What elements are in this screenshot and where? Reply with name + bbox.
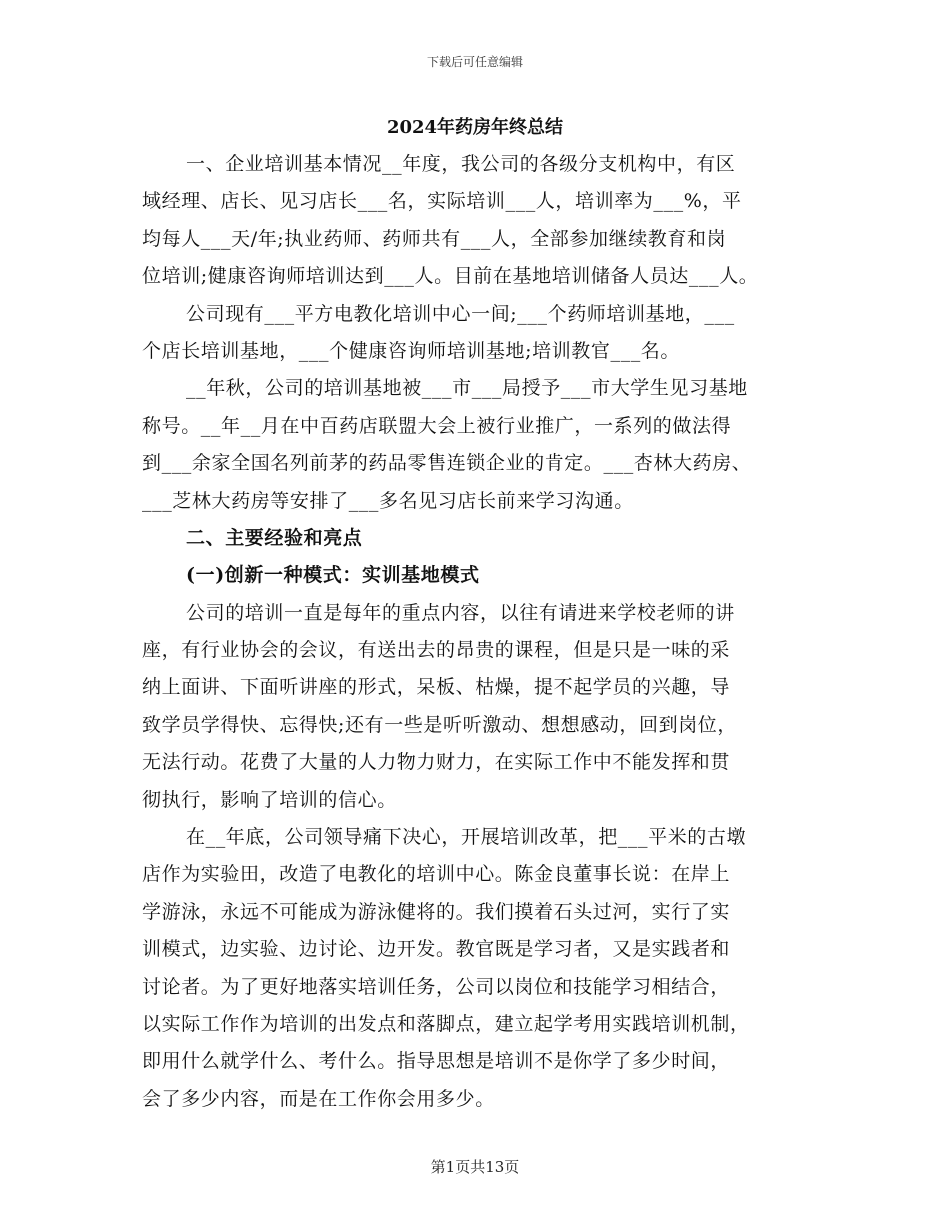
paragraph-line: 到___余家全国名列前茅的药品零售连锁企业的肯定。___杏林大药房、 — [142, 452, 752, 475]
paragraph-line: 座，有行业协会的会议，有送出去的昂贵的课程，但是只是一味的采 — [142, 639, 731, 662]
paragraph-line: 店作为实验田，改造了电教化的培训中心。陈金良董事长说：在岸上 — [142, 863, 731, 886]
paragraph-line: 会了多少内容，而是在工作你会用多少。 — [142, 1087, 495, 1110]
paragraph-line: 个店长培训基地，___个健康咨询师培训基地;培训教官___名。 — [142, 339, 681, 362]
paragraph-line: 彻执行，影响了培训的信心。 — [142, 788, 397, 811]
paragraph-line: 学游泳，永远不可能成为游泳健将的。我们摸着石头过河，实行了实 — [142, 900, 731, 923]
paragraph-line: 无法行动。花费了大量的人力物力财力，在实际工作中不能发挥和贯 — [142, 751, 731, 774]
paragraph-line: 在__年底，公司领导痛下决心，开展培训改革，把___平米的古墩 — [186, 826, 747, 849]
paragraph-line: 均每人___天/年;执业药师、药师共有___人，全部参加继续教育和岗 — [142, 227, 727, 250]
paragraph-line: 致学员学得快、忘得快;还有一些是听听激动、想想感动，回到岗位， — [142, 713, 738, 736]
section-heading-line: 二、主要经验和亮点 — [186, 526, 363, 549]
document-title: 2024年药房年终总结 — [386, 117, 564, 138]
paragraph-line: 即用什么就学什么、考什么。指导思想是培训不是你学了多少时间， — [142, 1050, 731, 1073]
document-body — [142, 146, 822, 1118]
page-number: 第1页共13页 — [430, 1158, 520, 1176]
section-heading-line: (一)创新一种模式：实训基地模式 — [186, 564, 480, 587]
paragraph-line: 公司的培训一直是每年的重点内容，以往有请进来学校老师的讲 — [186, 601, 735, 624]
paragraph-line: 以实际工作作为培训的出发点和落脚点，建立起学考用实践培训机制， — [142, 1012, 750, 1035]
paragraph-line: 训模式，边实验、边讨论、边开发。教官既是学习者，又是实践者和 — [142, 938, 731, 961]
paragraph-line: ___芝林大药房等安排了___多名见习店长前来学习沟通。 — [142, 489, 634, 512]
paragraph-line: 称号。__年__月在中百药店联盟大会上被行业推广，一系列的做法得 — [142, 414, 732, 437]
paragraph-line: 位培训;健康咨询师培训达到___人。目前在基地培训储备人员达___人。 — [142, 265, 759, 288]
paragraph-line: __年秋，公司的培训基地被___市___局授予___市大学生见习基地 — [186, 377, 748, 400]
paragraph-line: 公司现有___平方电教化培训中心一间;___个药师培训基地，___ — [186, 302, 735, 325]
paragraph-line: 讨论者。为了更好地落实培训任务，公司以岗位和技能学习相结合， — [142, 975, 731, 998]
paragraph-line: 域经理、店长、见习店长___名，实际培训___人，培训率为___%，平 — [142, 190, 742, 213]
paragraph-line: 纳上面讲、下面听讲座的形式，呆板、枯燥，提不起学员的兴趣，导 — [142, 676, 731, 699]
paragraph-line: 一、企业培训基本情况__年度，我公司的各级分支机构中，有区 — [186, 153, 736, 175]
header-note: 下载后可任意编辑 — [426, 55, 523, 69]
